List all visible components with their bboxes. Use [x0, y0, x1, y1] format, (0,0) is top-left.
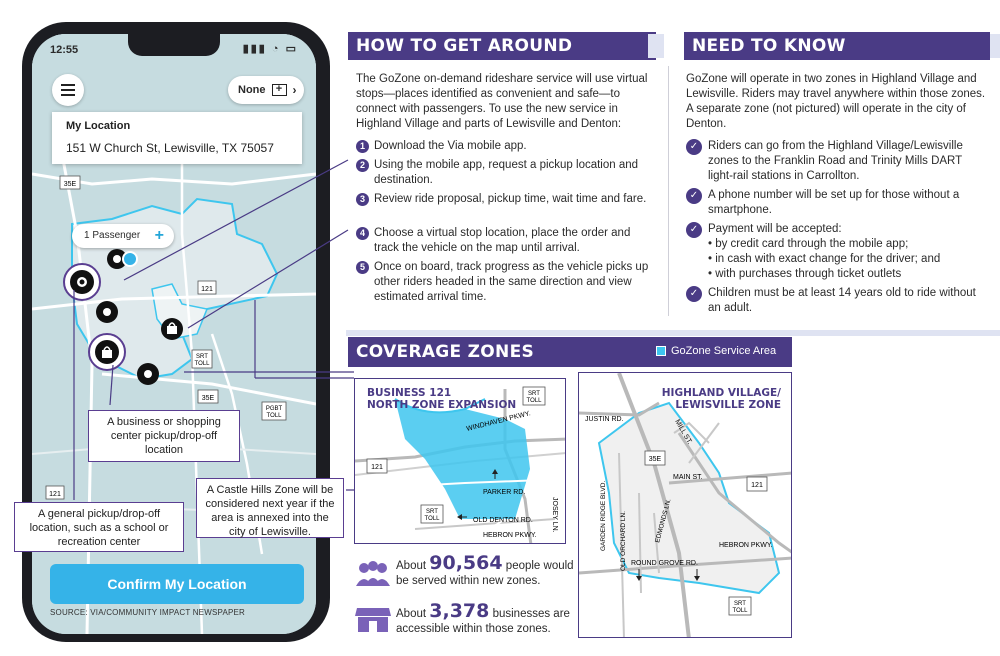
stat-suffix-line2: accessible within those zones. — [396, 623, 551, 635]
need-item-text: Children must be at least 14 years old to ride without an adult. — [708, 287, 976, 314]
svg-text:TOLL: TOLL — [194, 361, 210, 367]
location-title: My Location — [66, 120, 131, 132]
stat-suffix: businesses are — [492, 608, 570, 620]
step-1 — [356, 139, 656, 154]
svg-text:MAIN ST.: MAIN ST. — [673, 474, 703, 481]
stat-prefix: About — [396, 560, 427, 572]
check-icon: ✓ — [686, 222, 702, 238]
north-zone-title — [367, 387, 516, 411]
stat-business-number: 3,378 — [429, 600, 490, 622]
status-time: 12:55 — [50, 44, 79, 56]
step-number: 4 — [356, 227, 369, 240]
svg-text:121: 121 — [371, 464, 383, 471]
stat-prefix: About — [396, 608, 427, 620]
column-divider — [668, 66, 669, 316]
step-text: Download the Via mobile app. — [374, 140, 527, 152]
people-icon — [354, 560, 392, 588]
highland-zone-title — [662, 387, 781, 411]
stat-suffix: people would — [505, 560, 574, 572]
step-number: 2 — [356, 159, 369, 172]
step-4 — [356, 226, 656, 256]
section-rule — [346, 330, 1000, 336]
location-address[interactable]: 151 W Church St, Lewisville, TX 75057 — [66, 141, 274, 155]
svg-text:PARKER RD.: PARKER RD. — [483, 489, 526, 496]
need-item-payment — [686, 222, 986, 282]
how-intro: The GoZone on-demand rideshare service will use virtual stops—places identified as convenient and safe—to connect with passengers. To use the new service in Highland Village and parts of Lewisville and Denton: — [356, 73, 648, 130]
payment-method: • by credit card through the mobile app; — [708, 238, 909, 250]
store-icon — [354, 604, 392, 634]
north-zone-title-line2: NORTH ZONE EXPANSION — [367, 399, 517, 411]
need-item-text: Payment will be accepted: — [708, 223, 842, 235]
svg-text:OLD DENTON RD.: OLD DENTON RD. — [473, 517, 533, 524]
callout-business: A business or shopping center pickup/drop-off location — [88, 410, 240, 462]
svg-text:35E: 35E — [201, 395, 215, 402]
need-header-tail — [990, 34, 1000, 58]
svg-text:HEBRON PKWY.: HEBRON PKWY. — [483, 532, 537, 539]
check-icon: ✓ — [686, 139, 702, 155]
svg-text:JUSTIN RD.: JUSTIN RD. — [585, 416, 624, 423]
north-zone-map[interactable] — [354, 378, 566, 544]
step-number: 3 — [356, 193, 369, 206]
svg-text:TOLL: TOLL — [732, 608, 748, 614]
accessibility-label: None — [238, 84, 266, 96]
svg-text:EDMONDS LN.: EDMONDS LN. — [654, 498, 673, 544]
callout-general: A general pickup/drop-off location, such as a school or recreation center — [14, 502, 184, 552]
svg-text:OLD ORCHARD LN.: OLD ORCHARD LN. — [620, 511, 627, 571]
highland-zone-map[interactable] — [578, 372, 792, 638]
need-item-phone — [686, 188, 986, 218]
payment-method: • in cash with exact change for the driver; and — [708, 253, 941, 265]
svg-text:TOLL: TOLL — [424, 516, 440, 522]
step-text: Using the mobile app, request a pickup location and destination. — [374, 159, 639, 186]
svg-text:121: 121 — [751, 482, 763, 489]
svg-text:PGBT: PGBT — [265, 406, 283, 412]
need-item-children — [686, 286, 986, 316]
svg-text:SRT: SRT — [196, 354, 208, 360]
need-item-text: A phone number will be set up for those without a smartphone. — [708, 189, 960, 216]
highland-zone-title-line1: HIGHLAND VILLAGE/ — [661, 387, 781, 399]
north-zone-title-line1: BUSINESS 121 — [367, 387, 452, 399]
svg-text:ROUND GROVE RD.: ROUND GROVE RD. — [631, 560, 698, 567]
coverage-title: COVERAGE ZONES — [356, 342, 535, 362]
callout-castle-hills: A Castle Hills Zone will be considered next year if the area is annexed into the city of Lewisville. — [196, 478, 344, 538]
highland-zone-title-line2: LEWISVILLE ZONE — [675, 399, 781, 411]
svg-text:SRT: SRT — [426, 509, 438, 515]
svg-text:121: 121 — [201, 286, 213, 293]
stat-people — [396, 552, 576, 589]
step-3 — [356, 192, 656, 207]
svg-text:35E: 35E — [648, 456, 662, 463]
need-item-text: Riders can go from the Highland Village/Lewisville zones to the Franklin Road and Trinity Mills DART light-rail stations in Carrollton. — [708, 140, 963, 182]
need-intro: GoZone will operate in two zones in Highland Village and Lewisville. Riders may travel anywhere within those zones. A separate zone (not pictured) will operate in the city of Denton. — [686, 73, 986, 130]
svg-text:SRT: SRT — [734, 601, 746, 607]
svg-text:JOSEY LN.: JOSEY LN. — [551, 497, 558, 533]
plus-box-icon: + — [272, 84, 287, 96]
legend-label: GoZone Service Area — [671, 345, 777, 357]
how-header-tail — [648, 34, 664, 58]
chevron-right-icon: › — [292, 83, 297, 97]
step-number: 5 — [356, 261, 369, 274]
svg-text:TOLL: TOLL — [526, 398, 542, 404]
svg-text:35E: 35E — [63, 181, 77, 188]
svg-text:WINDHAVEN PKWY.: WINDHAVEN PKWY. — [465, 410, 532, 433]
step-text: Review ride proposal, pickup time, wait time and fare. — [374, 193, 647, 205]
svg-text:SRT: SRT — [528, 391, 540, 397]
stat-suffix-line2: be served within new zones. — [396, 575, 541, 587]
need-title: NEED TO KNOW — [692, 36, 846, 56]
signal-wifi-battery-icon: ▮▮▮ ◔ ▭ — [242, 43, 298, 55]
source-credit: SOURCE: VIA/COMMUNITY IMPACT NEWSPAPER — [50, 608, 246, 617]
svg-text:121: 121 — [49, 491, 61, 498]
svg-text:MILL ST.: MILL ST. — [673, 418, 694, 446]
confirm-location-button[interactable]: Confirm My Location — [50, 564, 304, 604]
svg-text:TOLL: TOLL — [266, 413, 282, 419]
legend-swatch — [656, 346, 666, 356]
step-number: 1 — [356, 140, 369, 153]
check-icon: ✓ — [686, 188, 702, 204]
stat-people-number: 90,564 — [429, 552, 503, 574]
payment-method: • with purchases through ticket outlets — [708, 268, 902, 280]
stat-businesses — [396, 600, 576, 637]
svg-text:HEBRON PKWY.: HEBRON PKWY. — [719, 542, 773, 549]
step-text: Once on board, track progress as the vehicle picks up other riders headed in the same direction and view estimated arrival time. — [374, 261, 649, 303]
add-passenger-icon[interactable]: + — [154, 227, 164, 244]
step-2 — [356, 158, 656, 188]
check-icon: ✓ — [686, 286, 702, 302]
passenger-label: 1 Passenger — [84, 230, 141, 241]
need-item-stations — [686, 139, 986, 184]
svg-text:GARDEN RIDGE BLVD.: GARDEN RIDGE BLVD. — [600, 480, 607, 551]
step-text: Choose a virtual stop location, place the order and track the vehicle on the map until arrival. — [374, 227, 631, 254]
step-5 — [356, 260, 656, 305]
how-title: HOW TO GET AROUND — [356, 36, 573, 56]
